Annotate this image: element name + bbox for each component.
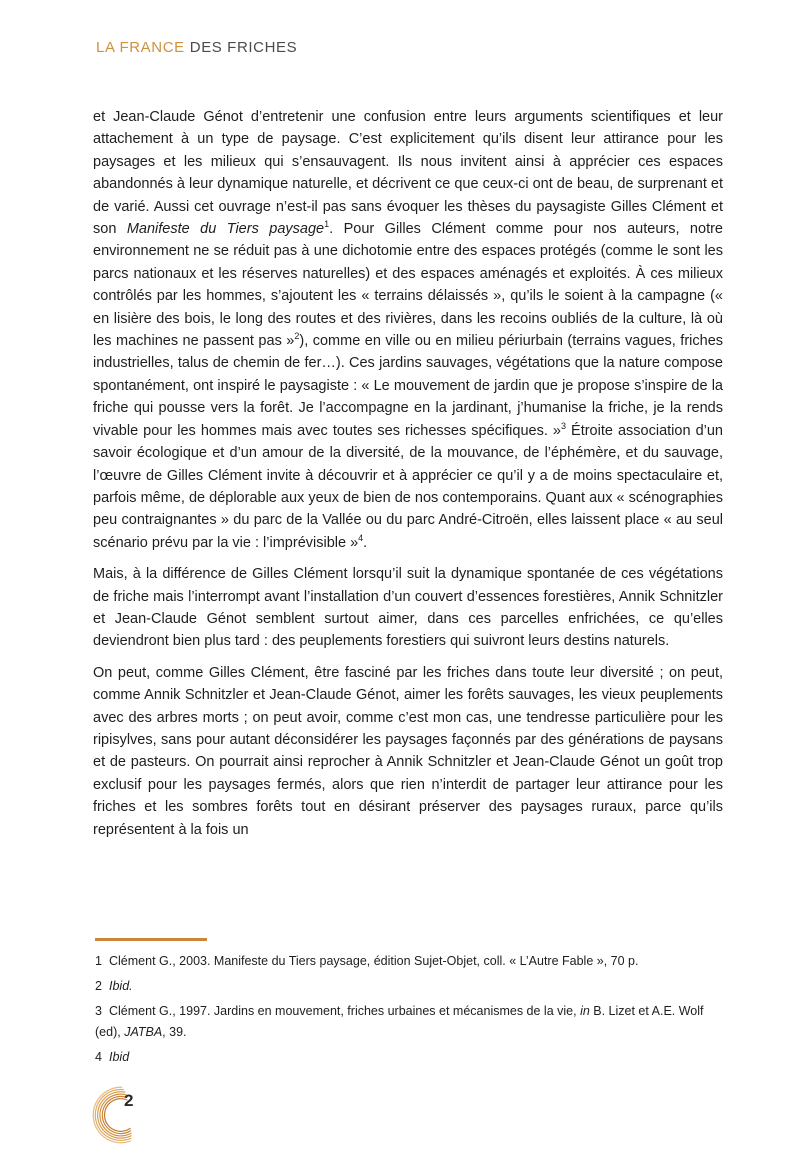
footnote-item [95,1047,725,1068]
footnote-item [95,1001,725,1043]
footnote-text: Clément G., 2003. Manifeste du Tiers paysage, édition Sujet-Objet, coll. « L’Autre Fable », 70 p. [109,954,639,968]
footnote-text: Ibid. [109,979,133,993]
footnote-number: 3 [95,1004,102,1018]
footnotes [95,938,725,1072]
paragraph: et Jean-Claude Génot d’entretenir une confusion entre leurs arguments scientifiques et leur attachement à un type de paysage. C’est explicitement qu’ils disent leur attirance pour les paysages et les milieux qui s’ensauvagent. Ils nous invitent ainsi à apprécier ces espaces abandonnés à leur dynamique naturelle, et décrivent ce que ceux-ci ont de beau, de surprenant et de varié. Aussi cet ouvrage n’est-il pas sans évoquer les thèses du paysagiste Gilles Clément et son Manifeste du Tiers paysage$^1$. Pour Gilles Clément comme pour nos auteurs, notre environnement ne se réduit pas à une dichotomie entre des espaces protégés (comme le sont les parcs nationaux et les réserves naturelles) et des espaces aménagés et exploités. À ces milieux contrôlés par les hommes, s’ajoutent les « terrains délaissés », qu’ils le soient à la campagne (« en lisière des bois, le long des routes et des rivières, dans les recoins oubliés de la culture, là où les machines ne passent pas »$^2$), comme en ville ou en milieu périurbain (terrains vagues, friches industrielles, talus de chemin de fer…). Ces jardins sauvages, végétations que la nature compose spontanément, ont inspiré le paysagiste : « Le mouvement de jardin que je propose s’inspire de la friche qui pousse vers la forêt. Je l’accompagne en la jardinant, j’humanise la friche, je la rends vivable pour les hommes mais avec toutes ses richesses spécifiques. »$^3$ Étroite association d’un savoir écologique et d’un amour de la diversité, de la mouvance, de l’éphémère, et du sauvage, l’œuvre de Gilles Clément invite à découvrir et à apprécier ce qu’il y a de moins spectaculaire et, parfois même, de déplorable aux yeux de bien de nos contemporains. Quant aux « scénographies peu contraignantes » du parc de la Vallée ou du parc André-Citroën, elles laissent place « au seul scénario prévu par la vie : l’imprévisible »$^4$. [93,109,724,551]
paragraph: Mais, à la différence de Gilles Clément lorsqu’il suit la dynamique spontanée de ces végétations de friche mais l’interrompt avant l’installation d’un couvert d’essences forestières, Annik Schnitzler et Jean-Claude Génot semblent surtout aimer, dans ces parcelles enfrichées, ce qu’elles deviendront bien plus tard : des peuplements forestiers qui suivront leurs destins naturels. [93,566,723,650]
paragraph: On peut, comme Gilles Clément, être fasciné par les friches dans toute leur diversité ; on peut, comme Annik Schnitzler et Jean-Claude Génot, aimer les forêts sauvages, les vieux peuplements avec des arbres morts ; on peut avoir, comme c’est mon cas, une tendresse particulière pour les ripisylves, sans pour autant déconsidérer les paysages façonnés par des générations de paysans et de pasteurs. On pourrait ainsi reprocher à Annik Schnitzler et Jean-Claude Génot un goût trop exclusif pour les paysages fermés, alors que rien n’interdit de partager leur attirance pour les friches et les sombres forêts tout en désirant préserver des paysages ruraux, parce qu’ils représentent à la fois un [93,664,723,838]
footnote-separator [95,938,207,941]
crescent-logo-icon [88,1078,158,1152]
footnote-number: 4 [95,1050,102,1064]
footnote-number: 1 [95,954,102,968]
page-number: 2 [124,1091,134,1110]
footnote-item [95,976,725,997]
footnote-text: Ibid [109,1050,130,1064]
page-header [96,39,297,56]
publisher-logo [88,1078,158,1152]
footnote-text: Clément G., 1997. Jardins en mouvement, friches urbaines et mécanismes de la vie, in B. Lizet et A.E. Wolf (ed), JATBA, 39. [95,1004,704,1039]
page-title-accent: LA FRANCE [96,39,185,56]
page-title-rest: DES FRICHES [189,39,298,56]
footnote-number: 2 [95,979,102,993]
body-text [93,106,723,841]
footnote-item [95,951,725,972]
